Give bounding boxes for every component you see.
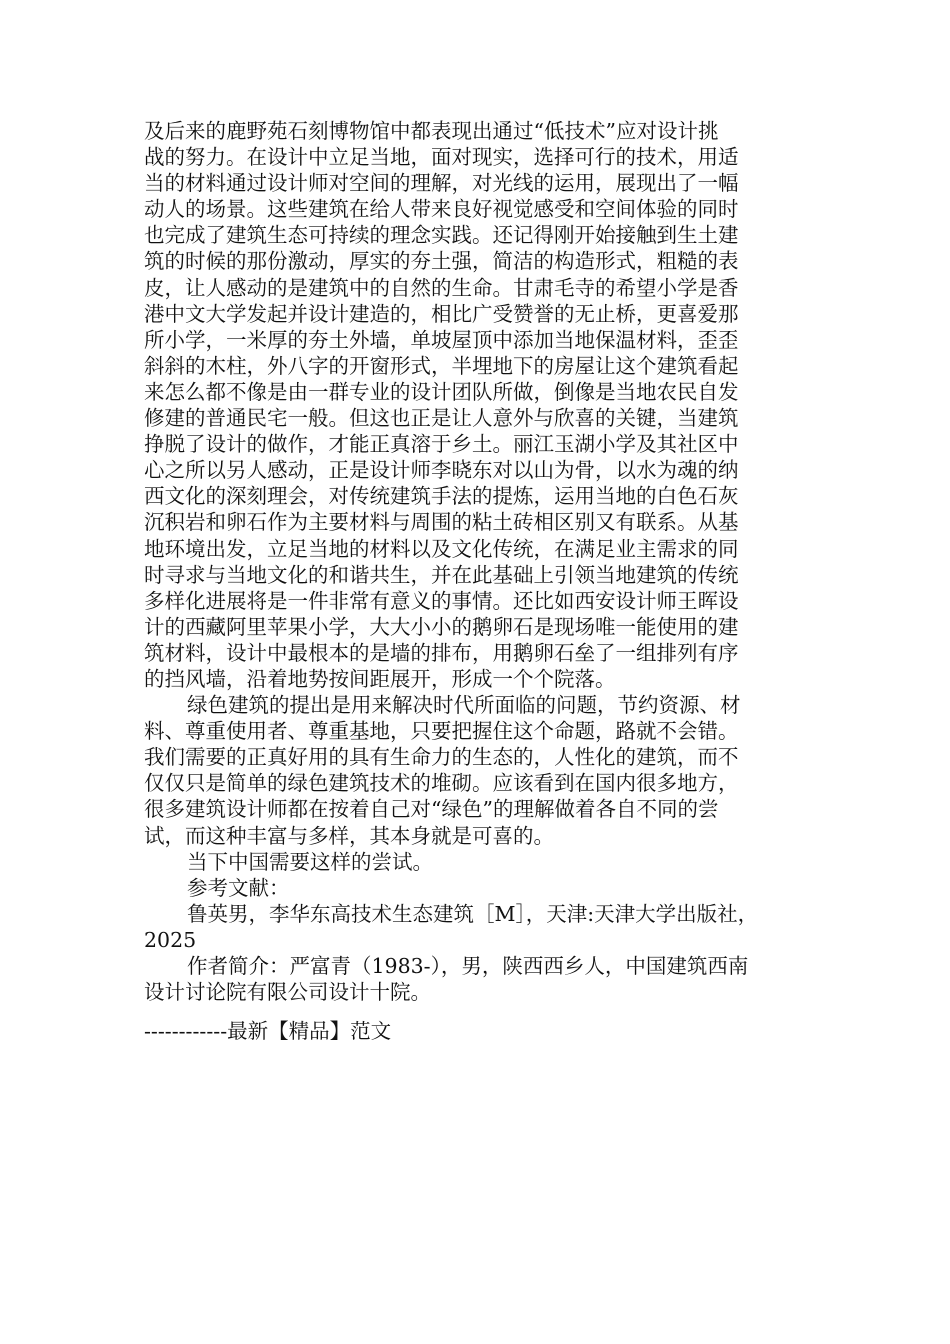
text-line: 筑的时候的那份激动，厚实的夯土强，简洁的构造形式，粗糙的表 — [144, 249, 739, 274]
text-line: 来怎么都不像是由一群专业的设计团队所做，倒像是当地农民自发 — [144, 379, 739, 404]
page-footer: ------------最新【精品】范文 — [144, 1019, 392, 1043]
text-line: 战的努力。在设计中立足当地，面对现实，选择可行的技术，用适 — [144, 145, 739, 170]
text-line: 心之所以另人感动，正是设计师李晓东对以山为骨，以水为魂的纳 — [144, 458, 739, 483]
text-line: 仅仅只是简单的绿色建筑技术的堆砌。应该看到在国内很多地方， — [144, 771, 739, 796]
text-line: 很多建筑设计师都在按着自己对“绿色”的理解做着各自不同的尝 — [144, 797, 719, 822]
text-line: 地环境出发，立足当地的材料以及文化传统，在满足业主需求的同 — [144, 536, 739, 561]
text-line: 试，而这种丰富与多样，其本身就是可喜的。 — [144, 823, 554, 848]
text-line: 动人的场景。这些建筑在给人带来良好视觉感受和空间体验的同时 — [144, 197, 739, 222]
text-line: 多样化进展将是一件非常有意义的事情。还比如西安设计师王晖设 — [144, 588, 739, 613]
text-line: 修建的普通民宅一般。但这也正是让人意外与欣喜的关键，当建筑 — [144, 406, 739, 431]
reference-entry — [144, 901, 814, 953]
author-bio — [144, 953, 814, 1005]
text-line: 料、尊重使用者、尊重基地，只要把握住这个命题，路就不会错。 — [144, 719, 739, 744]
text-line: 当的材料通过设计师对空间的理解，对光线的运用，展现出了一幅 — [144, 171, 739, 196]
text-line: 所小学，一米厚的夯土外墙，单坡屋顶中添加当地保温材料，歪歪 — [144, 327, 739, 352]
text-line: 也完成了建筑生态可持续的理念实践。还记得刚开始接触到生土建 — [144, 223, 739, 248]
text-line: 西文化的深刻理会，对传统建筑手法的提炼，运用当地的白色石灰 — [144, 484, 739, 509]
text-line: 及后来的鹿野苑石刻博物馆中都表现出通过“低技术”应对设计挑 — [144, 119, 719, 143]
text-line: 作者简介：严富青（1983-），男，陕西西乡人，中国建筑西南 — [187, 954, 749, 978]
text-line: 港中文大学发起并设计建造的，相比广受赞誉的无止桥，更喜爱那 — [144, 301, 739, 326]
document-body — [144, 118, 814, 1005]
text-line: 计的西藏阿里苹果小学，大大小小的鹅卵石是现场唯一能使用的建 — [144, 614, 739, 639]
text-line: 挣脱了设计的做作，才能正真溶于乡土。丽江玉湖小学及其社区中 — [144, 432, 739, 457]
text-line: 斜斜的木柱，外八字的开窗形式，半埋地下的房屋让这个建筑看起 — [144, 353, 739, 378]
text-line: 沉积岩和卵石作为主要材料与周围的粘土砖相区别又有联系。从基 — [144, 510, 739, 535]
text-line: 设计讨论院有限公司设计十院。 — [144, 980, 431, 1005]
text-line: 筑材料，设计中最根本的是墙的排布，用鹅卵石垒了一组排列有序 — [144, 640, 739, 665]
text-line: 我们需要的正真好用的具有生命力的生态的，人性化的建筑，而不 — [144, 745, 739, 770]
references-heading: 参考文献： — [187, 875, 290, 900]
paragraph-1 — [144, 118, 814, 692]
text-line: 绿色建筑的提出是用来解决时代所面临的问题，节约资源、材 — [187, 693, 741, 718]
text-line: 鲁英男，李华东高技术生态建筑［M］，天津:天津大学出版社， — [187, 901, 759, 926]
paragraph-3: 当下中国需要这样的尝试。 — [187, 849, 433, 874]
text-line: 的挡风墙，沿着地势按间距展开，形成一个个院落。 — [144, 666, 616, 691]
paragraph-2 — [144, 692, 814, 849]
text-line: 皮，让人感动的是建筑中的自然的生命。甘肃毛寺的希望小学是香 — [144, 275, 739, 300]
text-line: 2025 — [144, 927, 197, 952]
text-line: 时寻求与当地文化的和谐共生，并在此基础上引领当地建筑的传统 — [144, 562, 739, 587]
